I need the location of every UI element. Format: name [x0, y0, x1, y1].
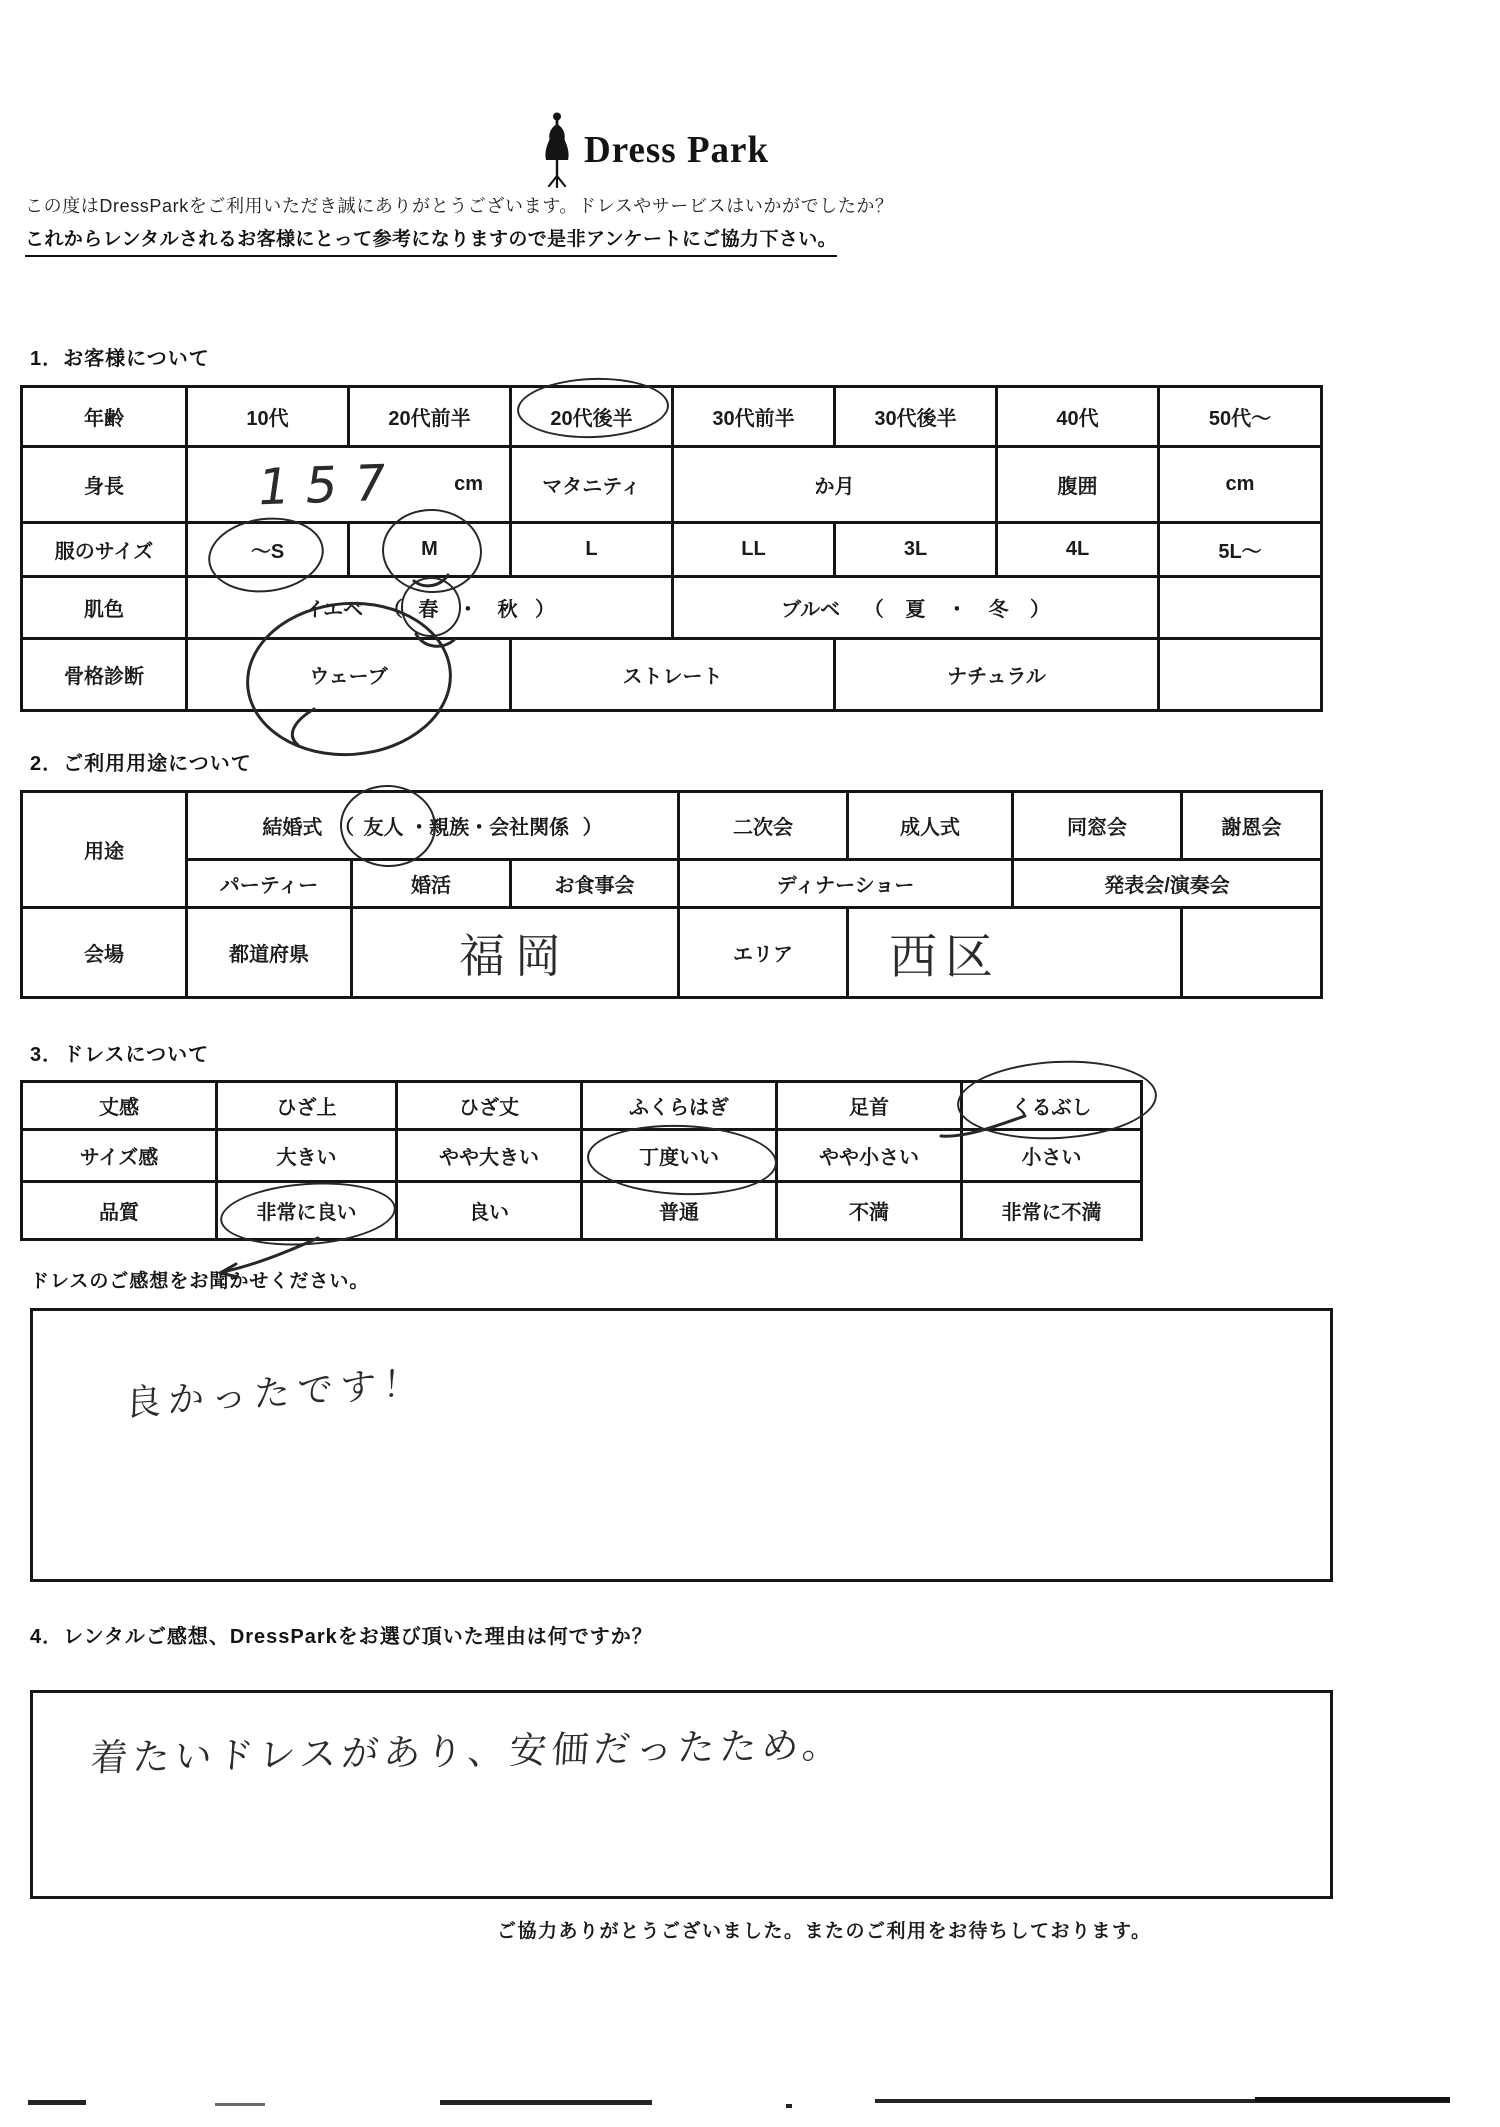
row-label-size: 服のサイズ	[22, 523, 187, 577]
handwritten-reason-comment: 着たいドレスがあり、安価だったため。	[89, 1723, 846, 1780]
section2-heading: 2．ご利用用途について	[30, 753, 252, 775]
option-age-10s: 10代	[187, 387, 349, 447]
option-size-l: L	[511, 523, 673, 577]
option-age-30s-early: 30代前半	[673, 387, 835, 447]
row-label-usage: 用途	[22, 792, 187, 908]
option-skeleton-wave: ウェーブ	[187, 639, 511, 711]
option-size-ll: LL	[673, 523, 835, 577]
option-usage-dinner-show: ディナーショー	[679, 860, 1013, 908]
option-quality-good: 良い	[397, 1182, 582, 1240]
option-skin-summer: 夏	[905, 599, 926, 621]
option-age-40s: 40代	[997, 387, 1159, 447]
option-fit-slightly-small: やや小さい	[777, 1130, 962, 1182]
section3-heading: 3．ドレスについて	[30, 1044, 210, 1066]
scan-artifact	[215, 2103, 265, 2106]
option-usage-reunion: 同窓会	[1013, 792, 1182, 860]
option-skeleton-straight: ストレート	[511, 639, 835, 711]
empty-cell	[1159, 639, 1322, 711]
height-value-cell	[187, 447, 511, 523]
row-label-length: 丈感	[22, 1082, 217, 1130]
intro-line-1: この度はDressParkをご利用いただき誠にありがとうございます。ドレスやサービスはいかがでしたか？	[25, 196, 894, 216]
handwritten-dress-comment: 良かったです！	[124, 1362, 427, 1425]
section4-heading: 4．レンタルご感想、DressParkをお選び頂いた理由は何ですか？	[30, 1626, 653, 1648]
usage-table	[20, 790, 1323, 999]
option-usage-coming-of-age: 成人式	[848, 792, 1013, 860]
option-usage-thanks-party: 謝恩会	[1182, 792, 1322, 860]
row-label-height: 身長	[22, 447, 187, 523]
handwritten-height: 157	[253, 453, 406, 516]
option-fit-large: 大きい	[217, 1130, 397, 1182]
option-age-50s: 50代～	[1159, 387, 1322, 447]
option-usage-dinner-meeting: お食事会	[511, 860, 679, 908]
option-length-ankle: くるぶし	[962, 1082, 1142, 1130]
option-size-4l: 4L	[997, 523, 1159, 577]
empty-cell	[1182, 908, 1322, 998]
circle-tail	[280, 707, 324, 749]
option-age-20s-early: 20代前半	[349, 387, 511, 447]
dress-table	[20, 1080, 1143, 1241]
waist-label: 腹囲	[997, 447, 1159, 523]
option-length-ankle-joint: 足首	[777, 1082, 962, 1130]
reason-comment-box	[30, 1690, 1333, 1899]
venue-area-label: エリア	[679, 908, 848, 998]
option-length-calf: ふくらはぎ	[582, 1082, 777, 1130]
option-fit-just-right: 丁度いい	[582, 1130, 777, 1182]
scan-artifact	[786, 2104, 792, 2108]
handwritten-area: 西区	[889, 929, 1002, 985]
option-size-s: ～S	[187, 523, 349, 577]
option-quality-very-unsatisfied: 非常に不満	[962, 1182, 1142, 1240]
row-label-age: 年齢	[22, 387, 187, 447]
option-age-20s-late: 20代後半	[511, 387, 673, 447]
option-skin-spring: 春	[418, 593, 438, 622]
option-size-5l: 5L～	[1159, 523, 1322, 577]
brand-logo	[540, 112, 769, 188]
height-unit: cm	[454, 473, 483, 495]
option-fit-slightly-large: やや大きい	[397, 1130, 582, 1182]
dress-form-icon	[540, 112, 574, 188]
maternity-months-cell: か月	[673, 447, 997, 523]
option-usage-afterparty: 二次会	[679, 792, 848, 860]
venue-area-value	[848, 908, 1182, 998]
option-length-above-knee: ひざ上	[217, 1082, 397, 1130]
venue-prefecture-label: 都道府県	[187, 908, 352, 998]
option-quality-very-good: 非常に良い	[217, 1182, 397, 1240]
row-label-venue: 会場	[22, 908, 187, 998]
option-usage-recital: 発表会/演奏会	[1013, 860, 1322, 908]
option-skeleton-natural: ナチュラル	[835, 639, 1159, 711]
row-label-skeleton: 骨格診断	[22, 639, 187, 711]
option-quality-unsatisfied: 不満	[777, 1182, 962, 1240]
maternity-label: マタニティ	[511, 447, 673, 523]
option-skin-winter: 冬	[988, 599, 1009, 621]
scan-artifact	[440, 2100, 652, 2105]
section1-heading: 1．お客様について	[30, 348, 210, 370]
option-age-30s-late: 30代後半	[835, 387, 997, 447]
empty-cell	[1159, 577, 1322, 639]
scan-artifact	[28, 2100, 86, 2105]
option-size-3l: 3L	[835, 523, 997, 577]
option-skin-autumn: 秋	[497, 599, 518, 621]
brand-name: Dress Park	[584, 129, 770, 171]
row-label-fit: サイズ感	[22, 1130, 217, 1182]
venue-prefecture-value	[352, 908, 679, 998]
option-usage-matchmaking: 婚活	[352, 860, 511, 908]
dress-comment-prompt: ドレスのご感想をお聞かせください。	[30, 1271, 370, 1292]
intro-line-2: これからレンタルされるお客様にとって参考になりますので是非アンケートにご協力下さい。	[25, 224, 837, 257]
row-label-quality: 品質	[22, 1182, 217, 1240]
scan-artifact	[1255, 2097, 1450, 2102]
option-usage-wedding: 結婚式 （ 友人 ・親族・会社関係 ）	[187, 792, 679, 860]
option-usage-party: パーティー	[187, 860, 352, 908]
waist-unit: cm	[1159, 447, 1322, 523]
option-quality-normal: 普通	[582, 1182, 777, 1240]
handwritten-prefecture: 福岡	[459, 928, 572, 983]
option-fit-small: 小さい	[962, 1130, 1142, 1182]
option-length-knee: ひざ丈	[397, 1082, 582, 1130]
closing-message: ご協力ありがとうございました。またのご利用をお待ちしております。	[497, 1921, 1152, 1942]
skin-yellow-base-cell: イエベ （ 春 ・ 秋 ）	[187, 577, 673, 639]
option-usage-wedding-friend: 友人	[364, 811, 404, 840]
customer-table	[20, 385, 1323, 712]
row-label-skin: 肌色	[22, 577, 187, 639]
dress-comment-box	[30, 1308, 1333, 1582]
skin-blue-base-cell: ブルベ （ 夏 ・ 冬 ）	[673, 577, 1159, 639]
option-size-m: M	[349, 523, 511, 577]
